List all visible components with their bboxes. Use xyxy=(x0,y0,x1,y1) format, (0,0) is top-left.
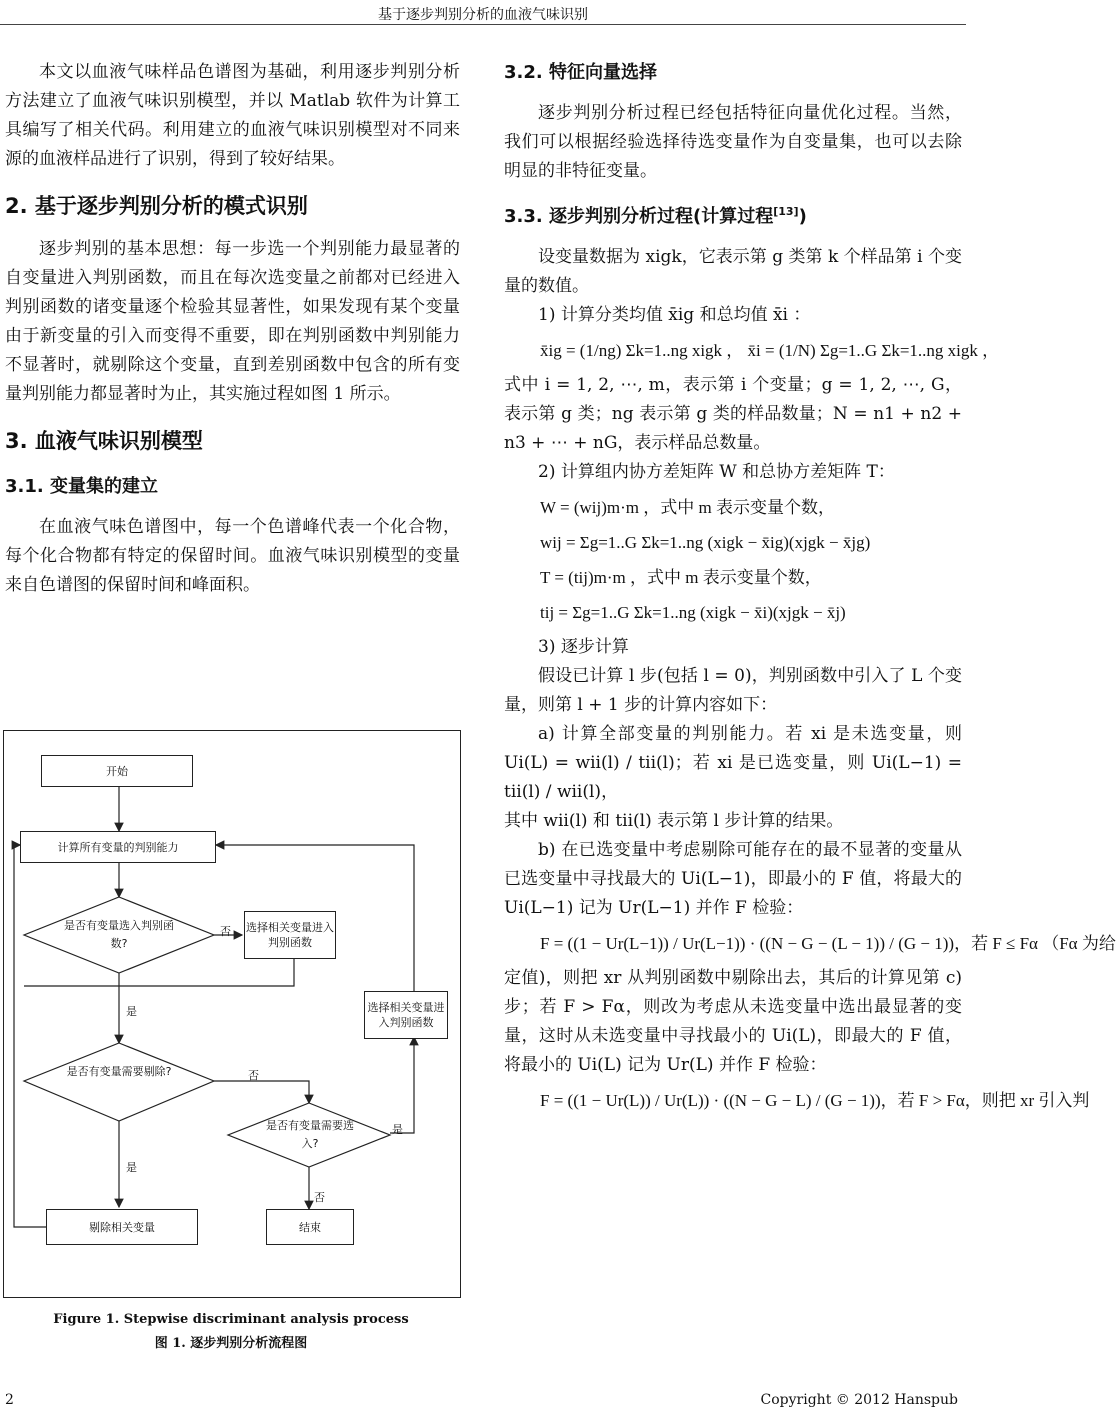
variables-paragraph: 设变量数据为 xigk，它表示第 g 类第 k 个样品第 i 个变量的数值。 xyxy=(504,247,962,296)
select-node-1: 选择相关变量进入判别函数 xyxy=(244,911,336,959)
equation-f-test-remove: F = ((1 − Ur(L−1)) / Ur(L−1)) · ((N − G − (L − 1)) / (G − 1))，若 F ≤ Fα （Fα 为给 xyxy=(540,934,1116,953)
step-a-note: 其中 wii(l) 和 tii(l) 表示第 l 步计算的结果。 xyxy=(504,811,844,831)
section-2-heading: 2. 基于逐步判别分析的模式识别 xyxy=(5,194,308,218)
equation-t-elements: tij = Σg=1..G Σk=1..ng (xigk − x̄i)(xjgk − x̄j) xyxy=(540,603,846,622)
index-definition-paragraph: 式中 i = 1, 2, ⋯, m，表示第 i 个变量；g = 1, 2, ⋯, G，表示第 g 类；ng 表示第 g 类的样品数量；N = n1 + n2 + n3 + ⋯ + nG，表示样品总数量。 xyxy=(504,375,962,453)
section-3-2-paragraph: 逐步判别分析过程已经包括特征向量优化过程。当然，我们可以根据经验选择待选变量作为自变量集，也可以去除明显的非特征变量。 xyxy=(504,103,962,181)
intro-paragraph: 本文以血液气味样品色谱图为基础，利用逐步判别分析方法建立了血液气味识别模型，并以 Matlab 软件为计算工具编写了相关代码。利用建立的血液气味识别模型对不同来源的血液样品进行了识别，得到了较好结果。 xyxy=(5,62,460,169)
arrow-sel1-loop xyxy=(24,957,294,986)
step-assumption-paragraph: 假设已计算 l 步(包括 l = 0)，判别函数中引入了 L 个变量，则第 l + 1 步的计算内容如下： xyxy=(504,666,962,715)
header-rule xyxy=(0,24,966,25)
label-yes-3: 是 xyxy=(126,1161,137,1174)
decision-d2-shape xyxy=(24,1043,214,1121)
decision-d1-label: 是否有变量选入判别函数? xyxy=(64,919,174,950)
step-a-paragraph: a) 计算全部变量的判别能力。若 xi 是未选变量，则 Ui(L) = wii(l) / tii(l)；若 xi 是已选变量，则 Ui(L−1) = tii(l) / wii(l)， xyxy=(504,724,962,802)
decision-d3-label: 是否有变量需要选入? xyxy=(266,1119,354,1150)
arrow-d2-d3 xyxy=(214,1081,309,1103)
section-3-1-heading: 3.1. 变量集的建立 xyxy=(5,476,158,497)
figure-caption-cn: 图 1. 逐步判别分析流程图 xyxy=(154,1336,308,1351)
section-2-paragraph: 逐步判别的基本思想：每一步选一个判别能力最显著的自变量进入判别函数，而且在每次选变量之前都对已经进入判别函数的诸变量逐个检验其显著性，如果发现有某个变量由于新变量的引入而变得不重要，即在判别函数中判别能力不显著时，就剔除这个变量，直到差别函数中包含的所有变量判别能力都显著时为止，其实施过程如图 1 所示。 xyxy=(5,239,460,404)
label-no-1: 否 xyxy=(220,925,231,938)
step-1-heading: 1) 计算分类均值 x̄ig 和总均值 x̄i ： xyxy=(538,305,811,325)
section-3-2-heading: 3.2. 特征向量选择 xyxy=(504,62,657,83)
label-yes-1: 是 xyxy=(126,1005,137,1018)
left-column xyxy=(5,58,460,600)
page-number: 2 xyxy=(5,1392,14,1408)
equation-w-elements: wij = Σg=1..G Σk=1..ng (xigk − x̄ig)(xjgk − x̄jg) xyxy=(540,533,871,552)
arrow-d3-sel2 xyxy=(390,1037,414,1133)
figure-caption-en: Figure 1. Stepwise discriminant analysis process xyxy=(53,1312,409,1327)
equation-t-matrix: T = (tij)m·m ，式中 m 表示变量个数， xyxy=(540,568,822,587)
section-3-3-close: ) xyxy=(798,206,807,227)
citation-ref: [13] xyxy=(773,205,799,218)
copyright: Copyright © 2012 Hanspub xyxy=(760,1392,958,1408)
step-b-continued: 定值)，则把 xr 从判别函数中剔除出去，其后的计算见第 c)步；若 F > Fα，则改为考虑从未选变量中选出最显著的变量，这时从未选变量中寻找最小的 Ui(L)，即最大的 F 值，将最小的 Ui(L) 记为 Ur(L) 并作 F 检验： xyxy=(504,968,962,1075)
running-header: 基于逐步判别分析的血液气味识别 xyxy=(378,7,588,23)
right-column xyxy=(504,58,1116,1121)
decision-d2-label: 是否有变量需要剔除? xyxy=(66,1065,172,1078)
arrow-remove-calc xyxy=(14,845,46,1227)
equation-means: x̄ig = (1/ng) Σk=1..ng xigk ， x̄i = (1/N) Σg=1..G Σk=1..ng xigk ， xyxy=(540,341,1000,360)
end-node: 结束 xyxy=(266,1209,354,1245)
section-3-1-paragraph: 在血液气味色谱图中，每一个色谱峰代表一个化合物，每个化合物都有特定的保留时间。血液气味识别模型的变量来自色谱图的保留时间和峰面积。 xyxy=(5,517,460,595)
select-node-2: 选择相关变量进入判别函数 xyxy=(364,991,448,1039)
step-2-heading: 2) 计算组内协方差矩阵 W 和总协方差矩阵 T： xyxy=(538,462,895,482)
flowchart-figure xyxy=(3,730,461,1298)
label-no-3: 否 xyxy=(314,1191,325,1204)
step-3-heading: 3) 逐步计算 xyxy=(538,637,629,657)
section-3-3-title: 3.3. 逐步判别分析过程(计算过程 xyxy=(504,206,774,227)
equation-f-test-add: F = ((1 − Ur(L)) / Ur(L)) · ((N − G − L) / (G − 1))，若 F > Fα，则把 xr 引入判 xyxy=(540,1091,1090,1110)
label-no-2: 否 xyxy=(248,1069,259,1082)
remove-node: 剔除相关变量 xyxy=(46,1209,198,1245)
start-node: 开始 xyxy=(41,755,193,787)
section-3-heading: 3. 血液气味识别模型 xyxy=(5,429,203,453)
label-yes-2: 是 xyxy=(392,1123,403,1136)
calc-node: 计算所有变量的判别能力 xyxy=(20,831,216,863)
equation-w-matrix: W = (wij)m·m ，式中 m 表示变量个数， xyxy=(540,498,835,517)
section-3-3-heading xyxy=(504,202,962,231)
step-b-paragraph: b) 在已选变量中考虑剔除可能存在的最不显著的变量从已选变量中寻找最大的 Ui(L−1)，即最小的 F 值，将最大的 Ui(L−1) 记为 Ur(L−1) 并作 F 检验： xyxy=(504,840,962,918)
